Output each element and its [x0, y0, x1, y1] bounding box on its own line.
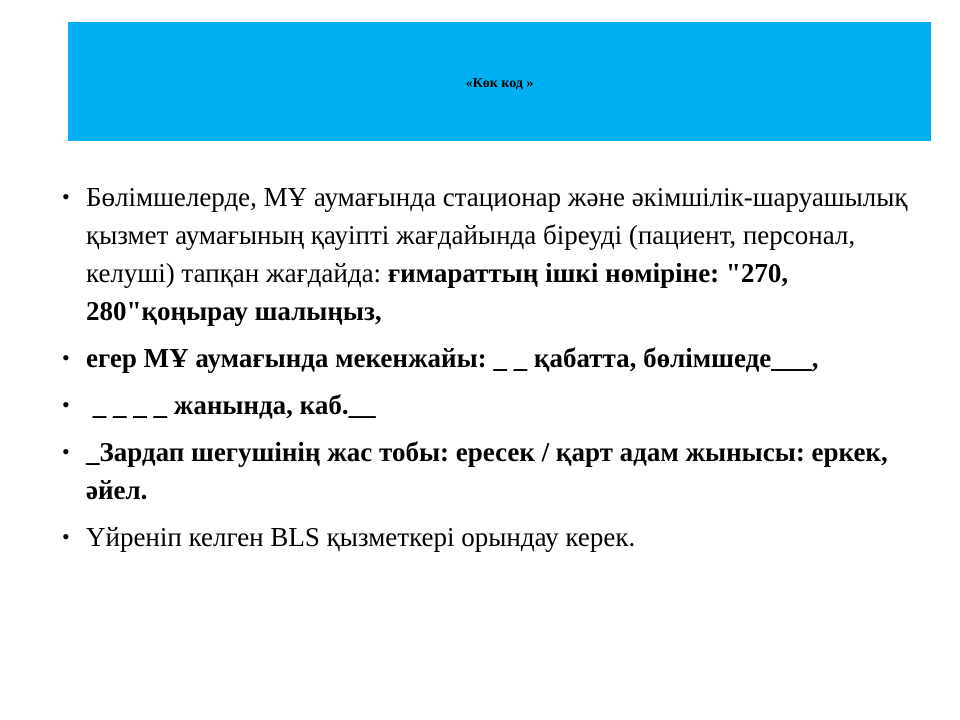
bullet-text: Үйреніп келген BLS қызметкері орындау керек. [86, 522, 636, 552]
bullet-bold-text: _Зардап шегушінің жас тобы: ересек / қарт адам жынысы: еркек, әйел. [86, 437, 888, 505]
bullet-bold-text: ғимараттың ішкі нөміріне: "270, 280"қоңырау шалыңыз, [86, 258, 789, 326]
bullet-list [58, 178, 918, 565]
bullet-icon: • [62, 184, 70, 209]
bullet-text: Бөлімшелерде, МҰ аумағында стационар және әкімшілік-шаруашылық қызмет аумағының қауіпті жағдайында біреуді (пациент, персонал, келуші) тапқан жағдайда: [86, 182, 908, 288]
header-banner [68, 22, 931, 141]
bullet-item [58, 386, 918, 424]
bullet-item [58, 178, 918, 330]
bullet-item [58, 518, 918, 556]
bullet-item [58, 433, 918, 509]
bullet-bold-text: _ _ _ _ жанында, каб.__ [86, 390, 376, 420]
bullet-icon: • [62, 524, 70, 549]
bullet-bold-text: егер МҰ аумағында мекенжайы: _ _ қабатта, бөлімшеде___, [86, 343, 819, 373]
bullet-item [58, 339, 918, 377]
slide-title: «Көк код » [465, 75, 534, 91]
bullet-icon: • [62, 392, 70, 417]
bullet-icon: • [62, 439, 70, 464]
bullet-icon: • [62, 345, 70, 370]
